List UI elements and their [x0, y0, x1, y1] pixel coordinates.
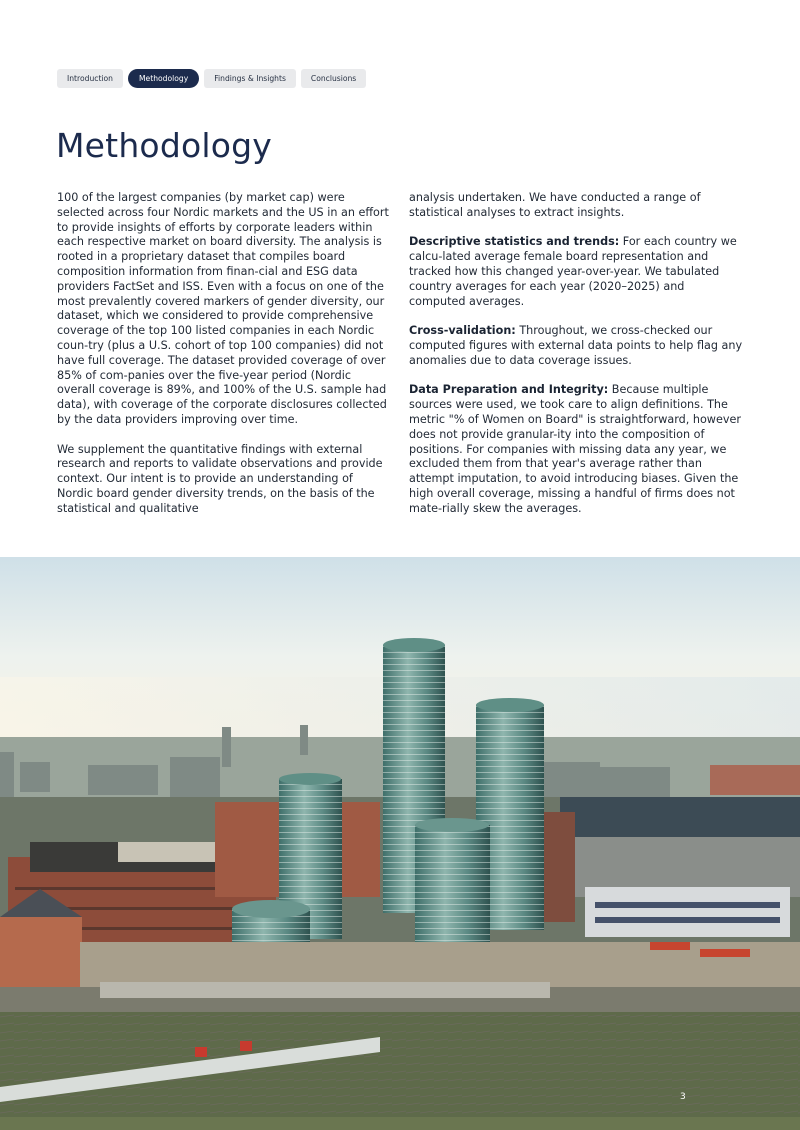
- body-column-left: [57, 191, 391, 531]
- body-column-right: [409, 191, 743, 531]
- city-aerial-photo: [0, 557, 800, 1130]
- tab-conclusions[interactable]: Conclusions: [301, 69, 366, 88]
- tab-introduction[interactable]: Introduction: [57, 69, 123, 88]
- section-heading: Data Preparation and Integrity:: [409, 383, 609, 397]
- section-heading: Descriptive statistics and trends:: [409, 235, 620, 249]
- paragraph-data-preparation: [409, 383, 743, 516]
- paragraph: analysis undertaken. We have conducted a range of statistical analyses to extract insights.: [409, 191, 701, 219]
- section-tabs: [57, 69, 366, 88]
- paragraph-cross-validation: [409, 324, 743, 368]
- paragraph: We supplement the quantitative findings with external research and reports to validate observations and provide context. Our intent is to provide an understanding of Nordic board gender diversity trends, on the basis of the statistical and qualitative: [57, 442, 383, 515]
- paragraph: 100 of the largest companies (by market cap) were selected across four Nordic markets and the US in an effort to provide insights of efforts by corporate leaders within each respective market on board diversity. The analysis is rooted in a proprietary dataset that compiles board composition information from finan-cial and ESG data providers FactSet and ISS. Even with a focus on one of the most prevalently covered markers of gender diversity, our dataset, which we considered to provide comprehensive coverage of the top 100 listed companies in each Nordic coun-try (plus a U.S. cohort of top 100 companies) did not have full coverage. The dataset provided coverage of over 85% of com-panies over the five-year period (Nordic overall coverage is 89%, and 100% of the U.S. sample had data), with coverage of the corporate disclosures collected by the data providers improving over time.: [57, 191, 389, 426]
- section-text: Because multiple sources were used, we took care to align definitions. The metric "% of Women on Board" is straightforward, however does not provide granular-ity into the composition of positions. For companies with missing data any year, we excluded them from that year's average rather than attempt imputation, to avoid introducing biases. Given the high overall coverage, missing a handful of firms does not mate-rially skew the averages.: [409, 383, 741, 515]
- tab-findings-insights[interactable]: Findings & Insights: [204, 69, 296, 88]
- section-text: Throughout, we cross-checked our computed figures with external data points to help flag any anomalies due to data coverage issues.: [409, 324, 743, 367]
- page-title: Methodology: [56, 126, 272, 165]
- tab-methodology[interactable]: Methodology: [128, 69, 199, 88]
- section-heading: Cross-validation:: [409, 324, 516, 338]
- page-number: 3: [680, 1092, 686, 1102]
- section-text: For each country we calcu-lated average female board representation and tracked how this changed year-over-year. We tabulated country averages for each year (2020–2025) and computed averages.: [409, 235, 737, 308]
- paragraph-descriptive-stats: [409, 235, 743, 309]
